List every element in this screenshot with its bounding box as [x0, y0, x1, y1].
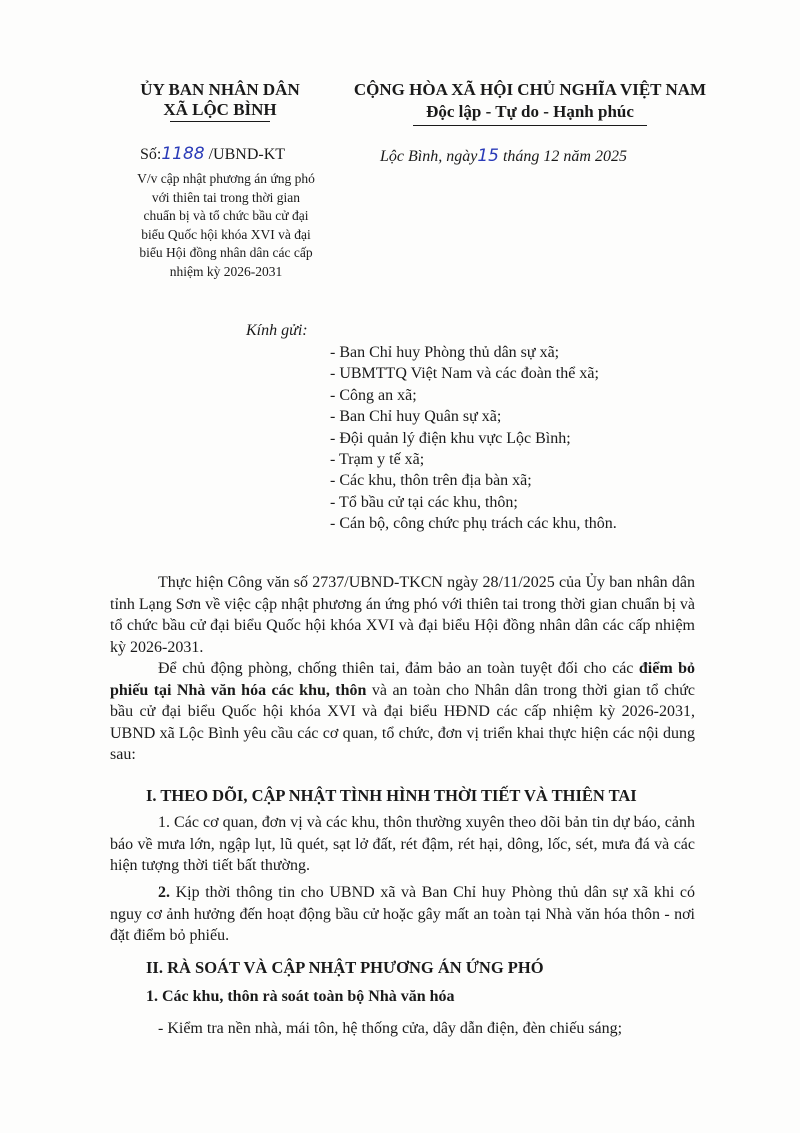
recipient-item: - Đội quản lý điện khu vực Lộc Bình;: [330, 429, 571, 447]
recipient-item: - Ban Chỉ huy Phòng thủ dân sự xã;: [330, 344, 560, 361]
subject-line: nhiệm kỳ 2026-2031: [169, 263, 283, 279]
recipient-item: - Cán bộ, công chức phụ trách các khu, thôn.: [330, 515, 617, 533]
subject-line: với thiên tai trong thời gian: [151, 189, 301, 205]
subject-line: V/v cập nhật phương án ứng phó: [137, 171, 315, 186]
section-2-line-1: [110, 1018, 695, 1040]
recipients-label: Kính gửi:: [246, 322, 308, 339]
recipient-item: - Các khu, thôn trên địa bàn xã;: [330, 472, 532, 490]
org-name-line2: XÃ LỘC BÌNH: [163, 100, 277, 119]
section-1-item-1: [110, 812, 695, 877]
date-rest: tháng 12 năm 2025: [502, 148, 627, 165]
intro-text: Thực hiện Công văn số 2737/UBND-TKCN ngày 28/11/2025 của Ủy ban nhân dân tỉnh Lạng Sơn về việc cập nhật phương án ứng phó với thiên tai trong thời gian chuẩn bị và tổ chức bầu cử đại biểu Quốc hội khóa XVI và đại biểu Hội đồng nhân dân các cấp nhiệm kỳ 2026-2031.: [110, 574, 695, 656]
section-1-item-2-text: [110, 882, 695, 947]
org-underline: [170, 121, 270, 122]
item-2-body: Kịp thời thông tin cho UBND xã và Ban Chỉ huy Phòng thủ dân sự xã khi có nguy cơ ảnh hưởng đến hoạt động bầu cử hoặc gây mất an toàn tại Nhà văn hóa thôn - nơi đặt điểm bỏ phiếu.: [110, 884, 695, 944]
purpose-text: [110, 658, 695, 766]
purpose-text-end: và an toàn cho Nhân dân trong thời gian tổ chức bầu cử đại biểu Quốc hội khóa XVI và đại biểu HĐND các cấp nhiệm kỳ 2026-2031, UBND xã Lộc Bình yêu cầu các cơ quan, tổ chức, đơn vị triển khai thực hiện các nội dung sau:: [110, 681, 695, 763]
date-day-handwritten: 15: [477, 146, 499, 166]
recipient-item: - Ban Chỉ huy Quân sự xã;: [330, 408, 502, 426]
recipients-list: [330, 342, 617, 535]
section-1-item-2: [110, 882, 695, 947]
recipient-item: - Trạm y tế xã;: [330, 450, 425, 468]
recipient-item: - Tổ bầu cử tại các khu, thôn;: [330, 493, 518, 511]
item-2-number: 2.: [158, 884, 170, 901]
document-number-prefix: Số:: [140, 146, 162, 163]
section-2-line-1-text: - Kiểm tra nền nhà, mái tôn, hệ thống cửa, dây dẫn điện, đèn chiếu sáng;: [158, 1020, 623, 1037]
intro-paragraph: [110, 572, 695, 658]
nation-title: CỘNG HÒA XÃ HỘI CHỦ NGHĨA VIỆT NAM: [353, 80, 707, 99]
document-number: [140, 144, 285, 164]
purpose-paragraph: [110, 658, 695, 766]
motto-underline: [413, 125, 647, 126]
document-subject: [112, 170, 340, 281]
section-2-subheading-1: 1. Các khu, thôn rà soát toàn bộ Nhà văn hóa: [146, 988, 455, 1005]
subject-line: chuẩn bị và tổ chức bầu cử đại: [143, 208, 309, 223]
recipient-item: - Công an xã;: [330, 386, 417, 404]
nation-motto: Độc lập - Tự do - Hạnh phúc: [426, 102, 634, 121]
date-place: Lộc Bình, ngày: [380, 148, 478, 165]
purpose-text-bold: điểm bỏ phiếu tại Nhà văn hóa các khu, thôn: [110, 660, 696, 699]
section-2-heading: II. RÀ SOÁT VÀ CẬP NHẬT PHƯƠNG ÁN ỨNG PHÓ: [146, 958, 544, 977]
subject-line: biểu Hội đồng nhân dân các cấp: [139, 245, 313, 260]
recipient-item: - UBMTTQ Việt Nam và các đoàn thể xã;: [330, 365, 599, 383]
org-name-line1: ỦY BAN NHÂN DÂN: [140, 80, 300, 99]
subject-line: biểu Quốc hội khóa XVI và đại: [141, 226, 311, 242]
purpose-text-start: Để chủ động phòng, chống thiên tai, đảm bảo an toàn tuyệt đối cho các: [158, 660, 634, 677]
document-number-suffix: /UBND-KT: [208, 146, 286, 163]
document-date: [380, 146, 627, 166]
section-1-item-1-text: 1. Các cơ quan, đơn vị và các khu, thôn thường xuyên theo dõi bản tin dự báo, cảnh báo về mưa lớn, ngập lụt, lũ quét, sạt lở đất, rét đậm, rét hại, dông, lốc, sét, mưa đá và các hiện tượng thời tiết bất thường.: [110, 814, 695, 874]
section-1-heading: I. THEO DÕI, CẬP NHẬT TÌNH HÌNH THỜI TIẾT VÀ THIÊN TAI: [146, 786, 637, 805]
document-number-handwritten: 1188: [161, 144, 205, 164]
